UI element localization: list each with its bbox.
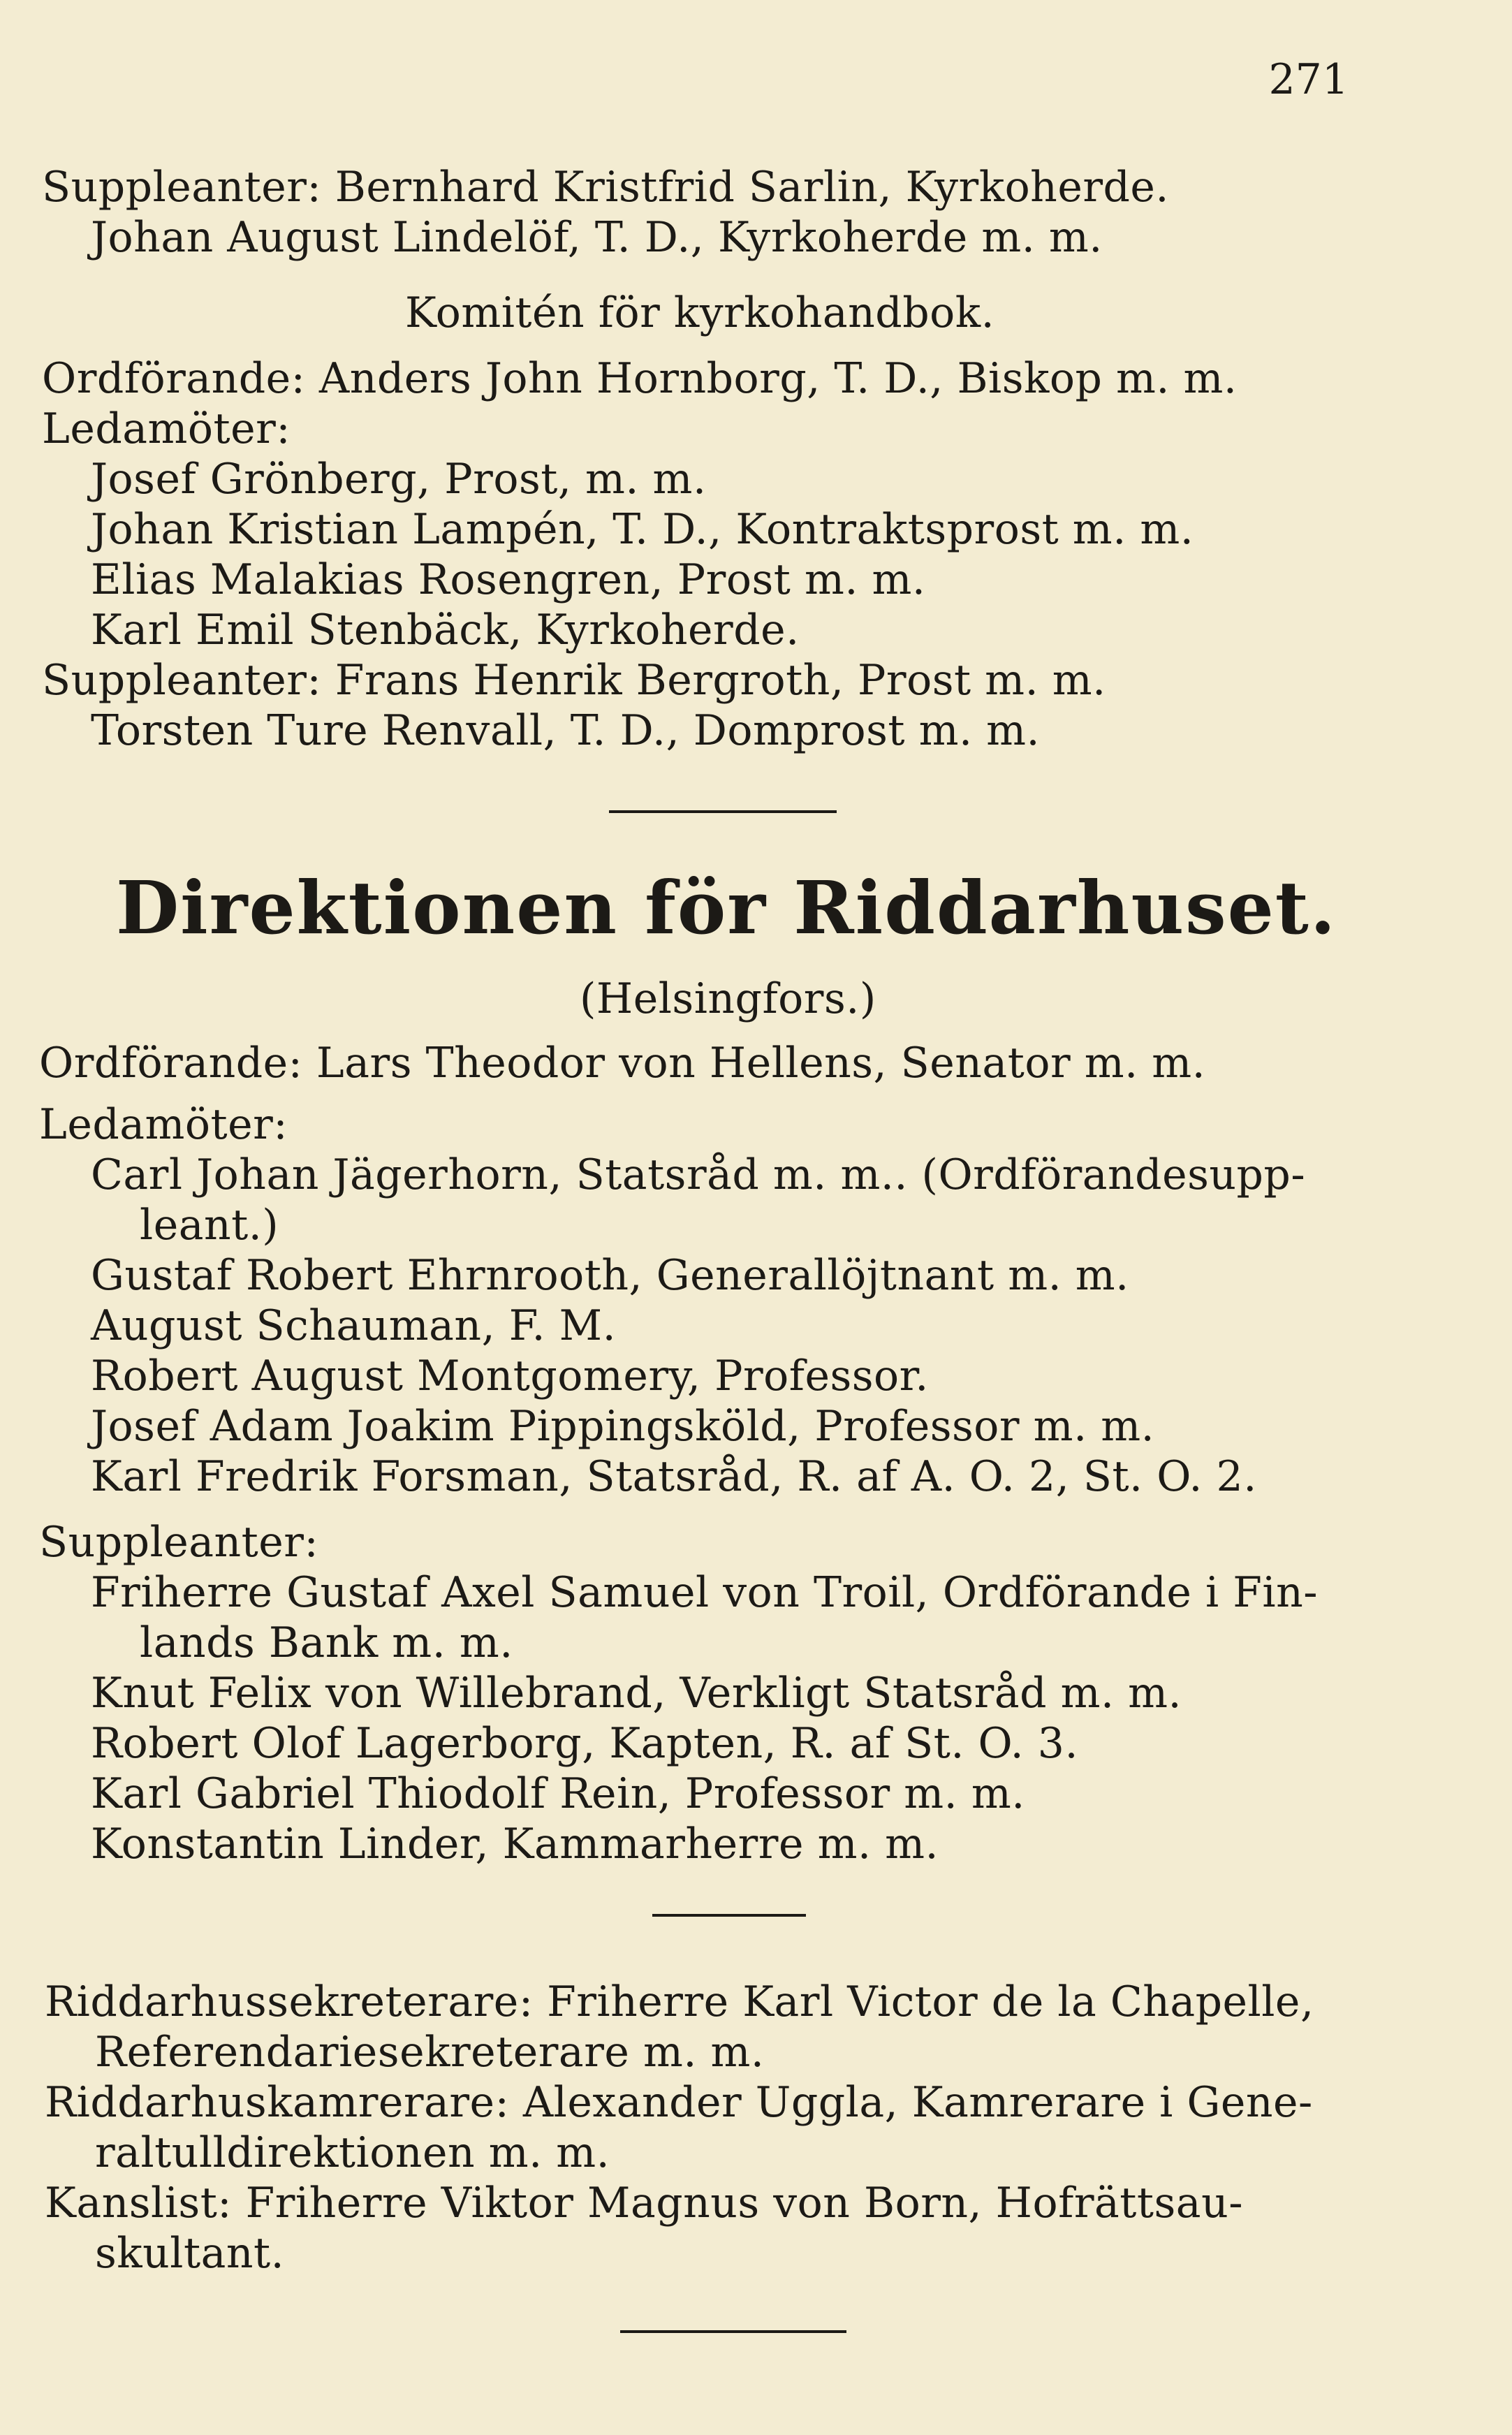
text-line: Ordförande: Lars Theodor von Hellens, Senator m. m. xyxy=(39,1039,1206,1088)
section-heading: Direktionen för Riddarhuset. xyxy=(115,865,1337,951)
list-item: Karl Fredrik Forsman, Statsråd, R. af A. O. 2, St. O. 2. xyxy=(91,1452,1257,1501)
list-item: Josef Grönberg, Prost, m. m. xyxy=(91,455,707,504)
text-line: Riddarhuskamrerare: Alexander Uggla, Kamrerare i Gene- xyxy=(45,2078,1313,2127)
text-line: raltulldirektionen m. m. xyxy=(95,2128,610,2177)
text-line: Ledamöter: xyxy=(42,404,291,453)
list-item: August Schauman, F. M. xyxy=(91,1301,617,1350)
list-item: Carl Johan Jägerhorn, Statsråd m. m.. (Ordförandesupp- xyxy=(91,1150,1306,1199)
divider xyxy=(609,810,837,813)
list-item: Karl Gabriel Thiodolf Rein, Professor m. m. xyxy=(91,1769,1025,1818)
text-line: Johan August Lindelöf, T. D., Kyrkoherde m. m. xyxy=(91,213,1103,262)
page-number: 271 xyxy=(1268,55,1349,104)
list-item: Knut Felix von Willebrand, Verkligt Statsråd m. m. xyxy=(91,1669,1182,1718)
list-item: lands Bank m. m. xyxy=(140,1618,513,1667)
list-item: Robert August Montgomery, Professor. xyxy=(91,1352,929,1401)
divider xyxy=(652,1914,806,1917)
list-item: Gustaf Robert Ehrnrooth, Generallöjtnant m. m. xyxy=(91,1251,1129,1300)
text-line: Suppleanter: Bernhard Kristfrid Sarlin, Kyrkoherde. xyxy=(42,163,1170,212)
text-line: Torsten Ture Renvall, T. D., Domprost m. m. xyxy=(91,706,1041,755)
list-item: leant.) xyxy=(140,1201,279,1250)
list-item: Friherre Gustaf Axel Samuel von Troil, Ordförande i Fin- xyxy=(91,1568,1319,1617)
list-item: Elias Malakias Rosengren, Prost m. m. xyxy=(91,555,926,604)
text-line: Ordförande: Anders John Hornborg, T. D., Biskop m. m. xyxy=(42,354,1238,403)
list-item: Karl Emil Stenbäck, Kyrkoherde. xyxy=(91,606,800,655)
text-line: Ledamöter: xyxy=(39,1100,288,1149)
text-line: skultant. xyxy=(95,2229,285,2278)
committee-title: Komitén för kyrkohandbok. xyxy=(405,288,995,337)
section-location: (Helsingfors.) xyxy=(580,974,876,1023)
text-line: Kanslist: Friherre Viktor Magnus von Born, Hofrättsau- xyxy=(45,2179,1243,2228)
text-line: Referendariesekreterare m. m. xyxy=(95,2028,765,2077)
text-line: Suppleanter: xyxy=(39,1518,319,1567)
list-item: Josef Adam Joakim Pippingsköld, Professor m. m. xyxy=(91,1402,1155,1451)
text-line: Riddarhussekreterare: Friherre Karl Victor de la Chapelle, xyxy=(45,1977,1314,2026)
divider xyxy=(620,2330,846,2333)
list-item: Robert Olof Lagerborg, Kapten, R. af St. O. 3. xyxy=(91,1719,1079,1768)
list-item: Konstantin Linder, Kammarherre m. m. xyxy=(91,1820,939,1869)
list-item: Johan Kristian Lampén, T. D., Kontraktsprost m. m. xyxy=(91,505,1194,554)
text-line: Suppleanter: Frans Henrik Bergroth, Prost m. m. xyxy=(42,656,1106,705)
